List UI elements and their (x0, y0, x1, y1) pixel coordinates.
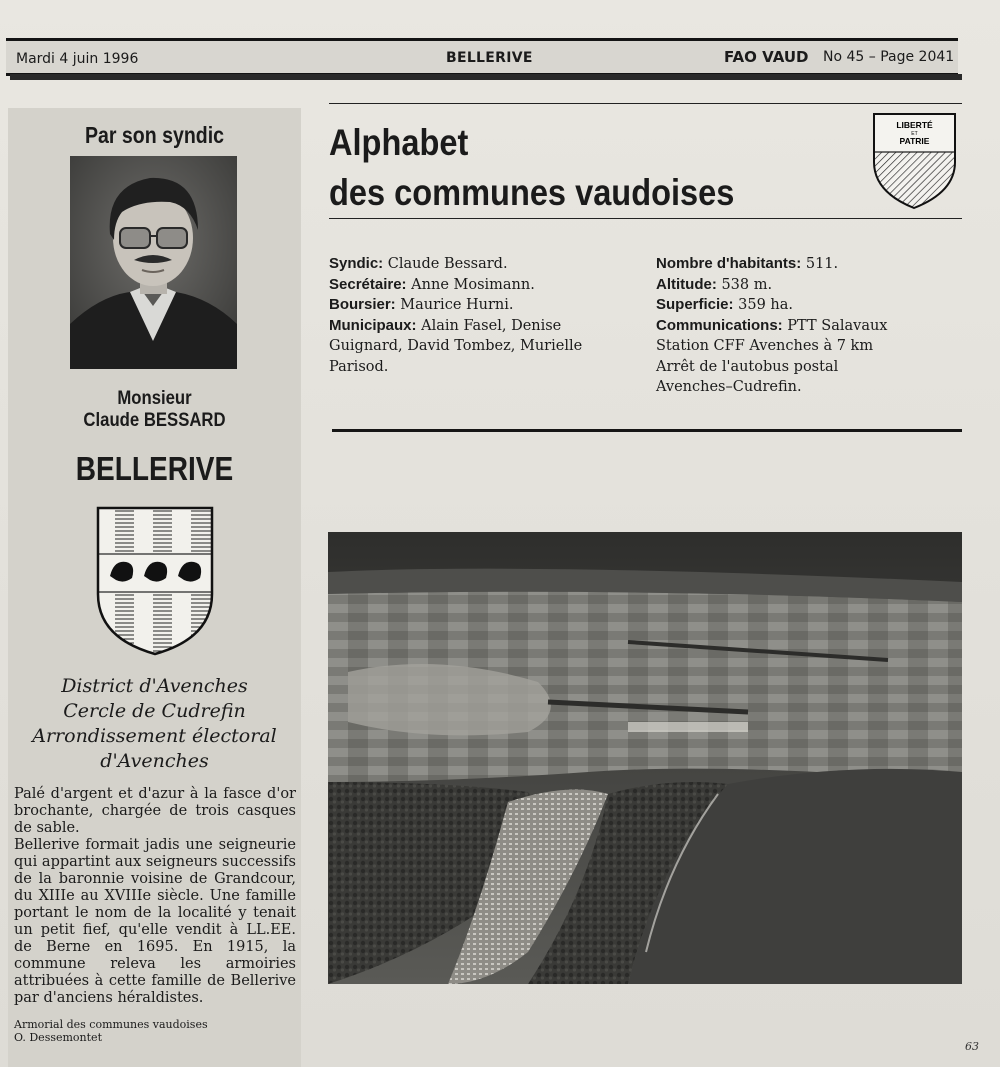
article-title (329, 118, 787, 218)
fact-boursier: Boursier: Maurice Hurni. (329, 296, 514, 313)
syndic-portrait (70, 156, 237, 369)
fact-altitude: Altitude: 538 m. (656, 275, 773, 293)
section-rule (332, 429, 962, 432)
arrondissement-line-2: d'Avenches (100, 750, 209, 772)
fact-syndic: Syndic: Claude Bessard. (329, 255, 508, 272)
fact-municipaux: Municipaux: Alain Fasel, Denise Guignard, David Tombez, Murielle Parisod. (329, 316, 583, 375)
badge-liberte: LIBERTÉ (896, 120, 933, 130)
fact-habitants: Nombre d'habitants: 511. (656, 255, 839, 272)
header-rule (10, 74, 962, 80)
district-block (8, 674, 301, 774)
blazon-paragraph: Palé d'argent et d'azur à la fasce d'or brochante, chargée de trois casques de sable. (14, 786, 296, 836)
source-title: Armorial des communes vaudoises (14, 1018, 208, 1031)
officials-facts (329, 254, 639, 377)
fact-secretaire: Secrétaire: Anne Mosimann. (329, 275, 535, 293)
blazon-text (14, 786, 296, 1007)
left-column (8, 108, 301, 1067)
commune-facts (656, 254, 956, 398)
arrondissement-line: Arrondissement électoral (32, 725, 277, 747)
source-credit (14, 1018, 296, 1044)
header-date: Mardi 4 juin 1996 (16, 51, 139, 67)
syndic-fullname: Claude BESSARD (83, 410, 226, 431)
title-line-1: Alphabet (329, 122, 469, 163)
district-line: District d'Avenches (61, 675, 248, 697)
commune-name: BELLERIVE (75, 450, 234, 487)
top-rule (329, 103, 962, 104)
portrait-image (70, 156, 237, 369)
title-underline (329, 218, 962, 219)
bellerive-coat-of-arms-icon (96, 506, 214, 656)
fact-superficie: Superficie: 359 ha. (656, 296, 794, 313)
cercle-line: Cercle de Cudrefin (63, 700, 246, 722)
source-author: O. Dessemontet (14, 1031, 102, 1044)
fact-communications-2: Station CFF Avenches à 7 km (656, 338, 874, 354)
page-mark: 63 (965, 1040, 979, 1053)
badge-patrie: PATRIE (899, 136, 930, 146)
header-town: BELLERIVE (446, 50, 533, 66)
vaud-shield-icon (872, 112, 957, 210)
history-paragraph: Bellerive formait jadis une seigneurie qui appartint aux seigneurs successifs de la baronnie voisine de Grandcour, du XIIIe au XVIIIe siècle. Une famille portant le nom de la localité y tenait un petit fief, qu'elle vendit à LL.EE. de Berne en 1695. En 1915, la commune releva les armoiries attribuées à cette famille de Bellerive par d'anciens héraldistes. (14, 837, 296, 1006)
fact-communications-3: Arrêt de l'autobus postal (656, 358, 839, 375)
syndic-title: Monsieur (117, 388, 192, 409)
left-heading: Par son syndic (84, 122, 225, 148)
badge-et: ET (911, 131, 918, 137)
fact-communications: Communications: PTT Salavaux (656, 316, 888, 334)
page-header (6, 38, 958, 76)
aerial-photo (328, 532, 962, 984)
header-issue: No 45 – Page 2041 (823, 49, 955, 65)
title-line-2: des communes vaudoises (329, 172, 735, 213)
syndic-name (26, 388, 284, 432)
header-paper-name: FAO VAUD (724, 48, 809, 66)
aerial-photo-image (328, 532, 962, 984)
fact-communications-4: Avenches–Cudrefin. (656, 379, 802, 395)
